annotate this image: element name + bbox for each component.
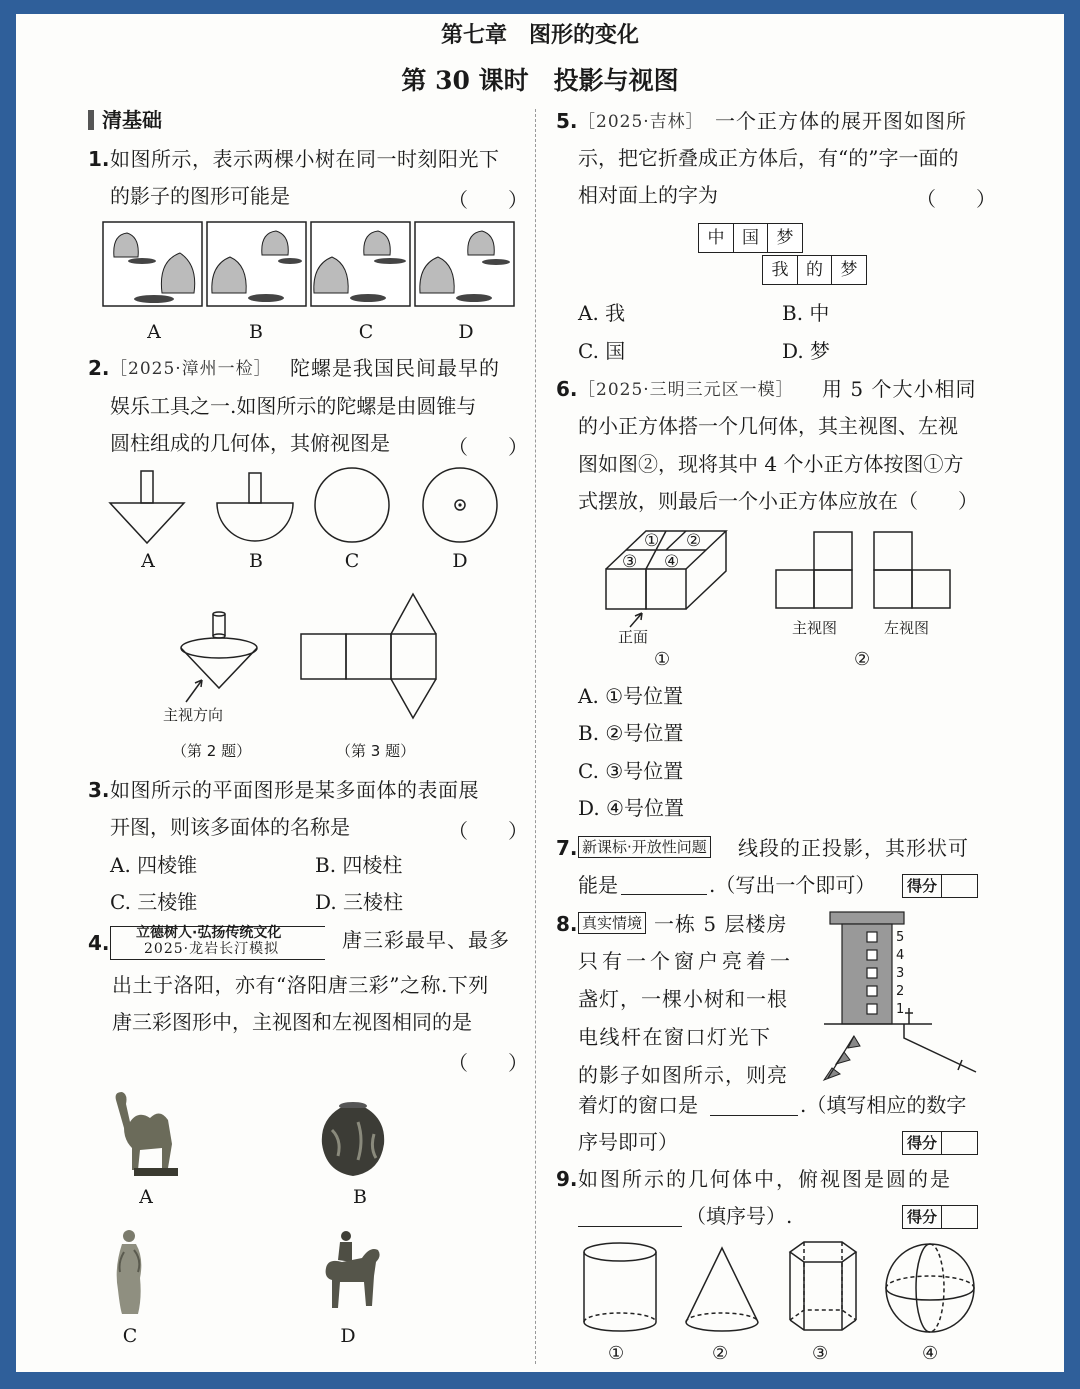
q9-answer-blank[interactable] (578, 1226, 682, 1227)
q3-option-a[interactable]: A. 四棱锥 (110, 853, 198, 877)
q1-text-line1: 如图所示，表示两棵小树在同一时刻阳光下 (110, 147, 500, 171)
q6-main-view (774, 530, 854, 610)
column-divider (535, 109, 536, 1364)
q7-answer-blank[interactable] (621, 894, 707, 895)
q8-text-line6b: .（填写相应的数字 (800, 1093, 967, 1117)
q3-answer-paren[interactable]: （ ） (448, 819, 528, 843)
q6-option-d[interactable]: D. ④号位置 (578, 796, 684, 820)
q3-net-figure (300, 592, 460, 722)
q6-source: ［2025·三明三元区一模］ (578, 380, 794, 400)
q1-option-d-label[interactable]: D (458, 321, 474, 343)
q2-view-direction-label: 主视方向 (163, 706, 224, 724)
q6-figure-1-label: ① (654, 649, 671, 670)
q5-cube-net-bottom-row (762, 255, 866, 285)
q2-text-line1: 陀螺是我国民间最早的 (290, 356, 500, 380)
q2-caption: （第 2 题） (172, 742, 252, 760)
q8-text-line1: 一栋 5 层楼房 (654, 912, 788, 936)
q6-position-2: ② (686, 531, 702, 551)
q9-label-2: ② (712, 1343, 729, 1364)
q5-option-c[interactable]: C. 国 (578, 339, 626, 363)
q1-option-b-label[interactable]: B (249, 321, 263, 343)
section-marker (88, 110, 94, 130)
q4-text-line1: 唐三彩最早、最多 (342, 928, 510, 952)
section-title: 清基础 (102, 108, 162, 132)
q6-position-1: ① (644, 531, 660, 551)
q8-text-line4: 电线杆在窗口灯光下 (578, 1025, 772, 1049)
q6-option-c[interactable]: C. ③号位置 (578, 759, 684, 783)
q6-position-4: ④ (664, 552, 680, 572)
q2-options-figure (108, 469, 508, 554)
q2-source: ［2025·漳州一检］ (110, 359, 272, 379)
chapter-title: 第七章 图形的变化 (440, 23, 639, 48)
q7-text-line2a: 能是 (578, 873, 618, 897)
q8-floor-3: 3 (896, 966, 905, 981)
q9-hexagonal-prism (790, 1242, 856, 1330)
q4-text-line2: 出土于洛阳，亦有“洛阳唐三彩”之称.下列 (112, 973, 489, 997)
q6-text-line3: 图如图②，现将其中 4 个小正方体按图①方 (578, 452, 964, 476)
q5-option-a[interactable]: A. 我 (578, 301, 626, 325)
q5-net-cell: 中 (698, 223, 734, 253)
q7-tag: 新课标·开放性问题 (578, 836, 711, 858)
q8-floor-4: 4 (896, 948, 905, 963)
q9-cone (686, 1248, 758, 1331)
q9-text-line1: 如图所示的几何体中，俯视图是圆的是 (578, 1167, 952, 1191)
q1-option-a-label[interactable]: A (147, 321, 161, 343)
q8-floor-5: 5 (896, 930, 905, 945)
q5-answer-paren[interactable]: （ ） (916, 187, 996, 211)
q4-number: 4. (88, 931, 110, 955)
q9-label-3: ③ (812, 1343, 829, 1364)
q6-front-label: 正面 (618, 628, 649, 646)
q2-text-line2: 娱乐工具之一.如图所示的陀螺是由圆锥与 (110, 394, 477, 418)
q5-text-line1: 一个正方体的展开图如图所 (715, 109, 967, 133)
q8-score-box[interactable] (902, 1131, 978, 1155)
q5-net-cell: 我 (762, 255, 798, 285)
q9-label-4: ④ (922, 1343, 939, 1364)
q3-caption: （第 3 题） (336, 742, 416, 760)
q5-net-cell: 梦 (767, 223, 803, 253)
q4-option-c-figure-image (110, 1228, 150, 1318)
q4-option-a-label[interactable]: A (139, 1186, 153, 1208)
q9-number: 9. (556, 1167, 578, 1191)
q3-number: 3. (88, 778, 110, 802)
q5-number: 5. (556, 109, 578, 133)
q8-text-line6a: 着灯的窗口是 (578, 1093, 698, 1117)
q1-answer-paren[interactable]: （ ） (448, 188, 528, 212)
q4-option-d-horse-image (318, 1228, 388, 1318)
q7-text-line1: 线段的正投影，其形状可 (738, 836, 969, 860)
q1-option-b-figure (207, 222, 306, 306)
q9-score-label: 得分 (903, 1206, 942, 1228)
q2-text-line3: 圆柱组成的几何体，其俯视图是 (110, 431, 390, 455)
q5-net-cell: 的 (797, 255, 833, 285)
q3-text-line1: 如图所示的平面图形是某多面体的表面展 (110, 778, 479, 802)
q2-option-a-figure (110, 471, 184, 543)
q6-main-view-label: 主视图 (792, 619, 838, 637)
q7-number: 7. (556, 836, 578, 860)
q6-text-line4: 式摆放，则最后一个小正方体应放在（ ） (578, 489, 978, 513)
q6-figure-2-label: ② (854, 649, 871, 670)
q2-top-figure (156, 612, 266, 707)
worksheet-page (16, 14, 1064, 1372)
q1-text-line2: 的影子的图形可能是 (110, 184, 290, 208)
q3-option-c[interactable]: C. 三棱锥 (110, 890, 198, 914)
q9-score-box[interactable] (902, 1205, 978, 1229)
q4-option-d-label[interactable]: D (340, 1325, 356, 1347)
q8-score-label: 得分 (903, 1132, 942, 1154)
q9-solids-figure (582, 1240, 982, 1336)
q1-option-c-label[interactable]: C (358, 321, 374, 343)
q2-option-d-figure (423, 468, 497, 542)
q9-text-line2b: （填序号）. (686, 1204, 793, 1228)
q6-left-view (872, 530, 952, 610)
q3-option-b[interactable]: B. 四棱柱 (315, 853, 403, 877)
q2-option-c-figure (315, 468, 389, 542)
q4-tag-theme: 立德树人·弘扬传统文化 (136, 925, 282, 941)
q8-text-line7: 序号即可） (578, 1130, 678, 1154)
q3-text-line2: 开图，则该多面体的名称是 (110, 815, 350, 839)
q2-option-c-label[interactable]: C (344, 550, 360, 572)
q5-net-cell: 国 (733, 223, 769, 253)
q2-answer-paren[interactable]: （ ） (448, 435, 528, 459)
q5-cube-net-top-row (698, 223, 802, 253)
q5-text-line2: 示，把它折叠成正方体后，有“的”字一面的 (578, 146, 959, 170)
q1-option-d-figure (415, 222, 514, 306)
q7-score-box[interactable] (902, 874, 978, 898)
q2-option-a-label[interactable]: A (141, 550, 155, 572)
q5-text-line3: 相对面上的字为 (578, 183, 718, 207)
q6-option-b[interactable]: B. ②号位置 (578, 721, 684, 745)
q8-floor-1: 1 (896, 1002, 905, 1017)
q5-option-d[interactable]: D. 梦 (782, 339, 831, 363)
q2-option-d-label[interactable]: D (452, 550, 468, 572)
q4-answer-paren[interactable]: （ ） (448, 1051, 528, 1075)
q5-source: ［2025·吉林］ (578, 112, 704, 132)
q4-tag-source: 2025·龙岩长汀模拟 (144, 941, 280, 957)
q8-text-line5: 的影子如图所示，则亮 (578, 1063, 788, 1087)
q4-option-b-label[interactable]: B (353, 1186, 367, 1208)
q5-net-cell: 梦 (831, 255, 867, 285)
q7-score-label: 得分 (903, 875, 942, 897)
q2-option-b-label[interactable]: B (249, 550, 263, 572)
q4-option-a-camel-image (110, 1088, 182, 1180)
lesson-title: 第 30 课时 投影与视图 (401, 66, 679, 95)
q8-text-line3: 盏灯，一棵小树和一根 (578, 987, 788, 1011)
q9-label-1: ① (608, 1343, 625, 1364)
q8-number: 8. (556, 912, 578, 936)
q6-text-line2: 的小正方体搭一个几何体，其主视图、左视 (578, 414, 958, 438)
q6-number: 6. (556, 377, 578, 401)
q8-text-line2: 只有一个窗户亮着一 (578, 949, 794, 973)
q6-text-line1: 用 5 个大小相同 (822, 377, 977, 401)
q2-number: 2. (88, 356, 110, 380)
q9-sphere (886, 1244, 974, 1332)
q4-option-c-label[interactable]: C (122, 1325, 138, 1347)
q8-tag: 真实情境 (578, 912, 646, 934)
q8-answer-blank[interactable] (710, 1115, 798, 1116)
q4-text-line3: 唐三彩图形中，主视图和左视图相同的是 (112, 1010, 472, 1034)
q4-option-b-jar-image (318, 1100, 388, 1180)
q6-position-3: ③ (622, 552, 638, 572)
q2-option-b-figure (217, 473, 293, 541)
q6-left-view-label: 左视图 (884, 619, 930, 637)
q7-text-line2b: .（写出一个即可） (709, 873, 876, 897)
q1-number: 1. (88, 147, 110, 171)
q5-option-b[interactable]: B. 中 (782, 301, 830, 325)
q1-options-figure (102, 221, 522, 311)
q1-option-c-figure (311, 222, 410, 306)
q6-option-a[interactable]: A. ①号位置 (578, 684, 684, 708)
q1-option-a-figure (103, 222, 202, 306)
q9-cylinder (584, 1243, 656, 1331)
q3-option-d[interactable]: D. 三棱柱 (315, 890, 404, 914)
q8-floor-2: 2 (896, 984, 905, 999)
